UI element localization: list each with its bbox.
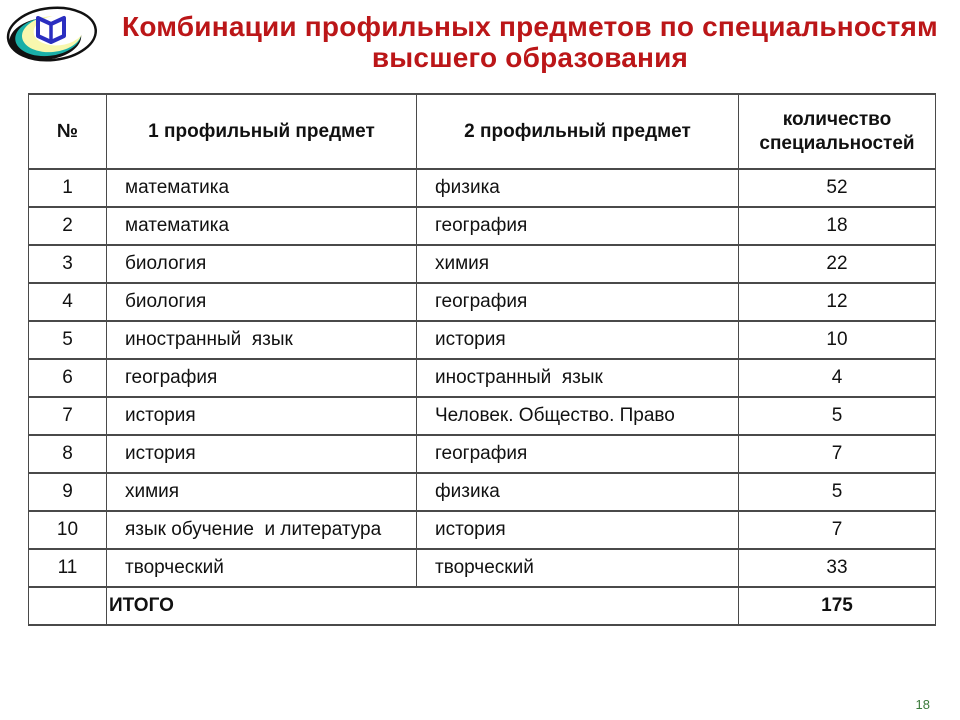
cell-subject2: физика (417, 473, 739, 511)
table-row (29, 397, 936, 435)
table-row (29, 321, 936, 359)
subjects-table (28, 93, 936, 626)
cell-subject1: творческий (107, 549, 417, 587)
cell-num: 7 (29, 397, 107, 435)
table-row (29, 435, 936, 473)
table-row (29, 245, 936, 283)
table-row (29, 549, 936, 587)
cell-subject1: язык обучение и литература (107, 511, 417, 549)
cell-count: 4 (739, 359, 936, 397)
cell-subject2: химия (417, 245, 739, 283)
cell-subject1: биология (107, 283, 417, 321)
cell-subject2: история (417, 321, 739, 359)
cell-count: 18 (739, 207, 936, 245)
cell-subject1: география (107, 359, 417, 397)
table-row (29, 473, 936, 511)
cell-num: 9 (29, 473, 107, 511)
cell-subject1: математика (107, 169, 417, 207)
cell-count: 22 (739, 245, 936, 283)
table-row (29, 359, 936, 397)
slide-title (105, 11, 955, 73)
slide-title-line2: высшего образования (371, 42, 689, 73)
cell-num: 8 (29, 435, 107, 473)
cell-count: 52 (739, 169, 936, 207)
cell-subject2: творческий (417, 549, 739, 587)
cell-subject2: география (417, 435, 739, 473)
publisher-logo (6, 5, 98, 65)
cell-count: 7 (739, 435, 936, 473)
table-row (29, 511, 936, 549)
cell-subject2: география (417, 207, 739, 245)
total-empty-cell (29, 587, 107, 625)
cell-subject2: иностранный язык (417, 359, 739, 397)
cell-subject1: иностранный язык (107, 321, 417, 359)
total-label: ИТОГО (107, 587, 739, 625)
cell-num: 5 (29, 321, 107, 359)
cell-count: 5 (739, 473, 936, 511)
cell-subject2: история (417, 511, 739, 549)
page-number: 18 (915, 697, 930, 712)
col-header-count: количество специальностей (739, 94, 936, 169)
total-row (29, 587, 936, 625)
cell-count: 5 (739, 397, 936, 435)
cell-num: 10 (29, 511, 107, 549)
cell-subject1: история (107, 435, 417, 473)
table-row (29, 207, 936, 245)
col-header-num: № (29, 94, 107, 169)
cell-num: 2 (29, 207, 107, 245)
cell-subject2: Человек. Общество. Право (417, 397, 739, 435)
cell-subject1: математика (107, 207, 417, 245)
table-row (29, 283, 936, 321)
cell-subject2: физика (417, 169, 739, 207)
cell-count: 12 (739, 283, 936, 321)
cell-subject1: история (107, 397, 417, 435)
cell-count: 33 (739, 549, 936, 587)
cell-subject1: химия (107, 473, 417, 511)
cell-count: 7 (739, 511, 936, 549)
cell-num: 4 (29, 283, 107, 321)
slide-title-line1: Комбинации профильных предметов по специальностям (122, 11, 938, 42)
cell-num: 3 (29, 245, 107, 283)
table-row (29, 169, 936, 207)
cell-subject2: география (417, 283, 739, 321)
total-count: 175 (739, 587, 936, 625)
header-row (29, 94, 936, 169)
cell-num: 1 (29, 169, 107, 207)
col-header-subject1: 1 профильный предмет (107, 94, 417, 169)
cell-num: 11 (29, 549, 107, 587)
col-header-subject2: 2 профильный предмет (417, 94, 739, 169)
cell-num: 6 (29, 359, 107, 397)
cell-subject1: биология (107, 245, 417, 283)
cell-count: 10 (739, 321, 936, 359)
